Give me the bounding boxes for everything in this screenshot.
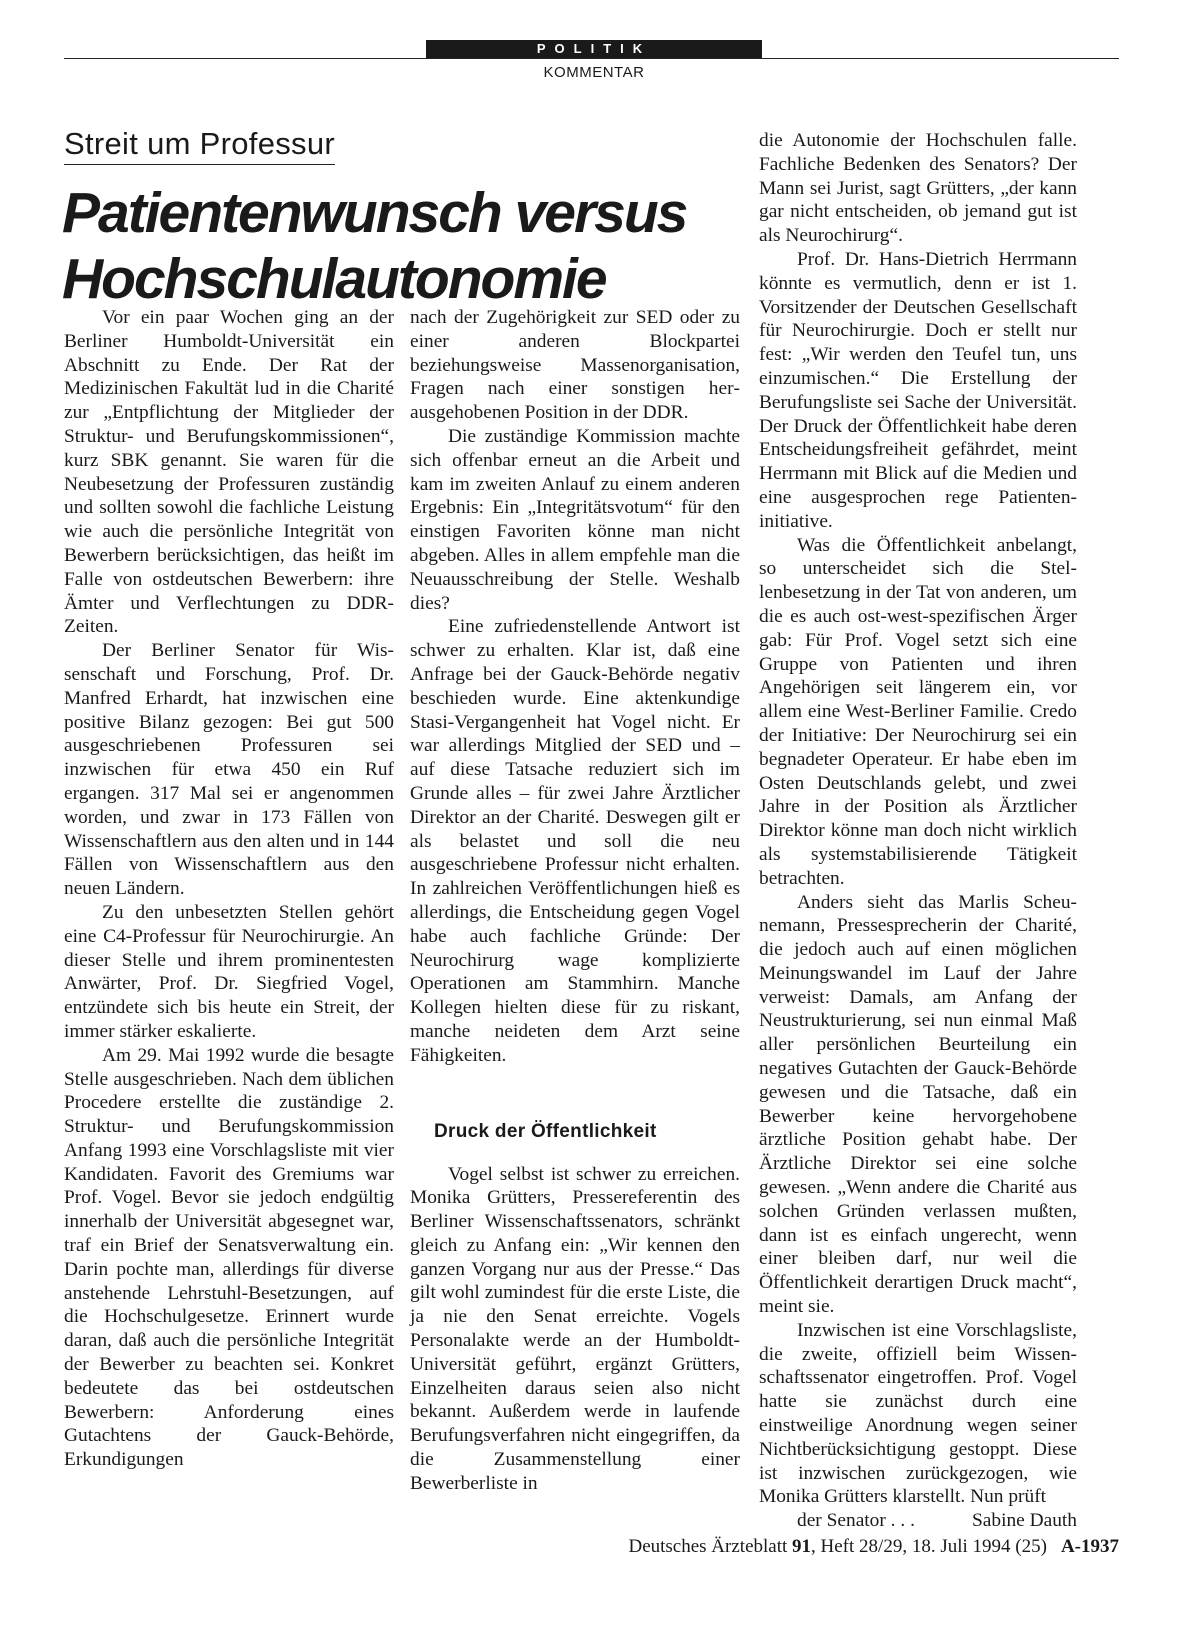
article-headline (62, 180, 762, 312)
header-rule (64, 58, 1119, 59)
paragraph: Der Berliner Senator für Wissenschaft und Forschung, Prof. Dr. Manfred Erhardt, hat inzwischen eine positive Bilanz gezogen: Bei gut 500 ausgeschriebenen Professuren sei inzwischen für etwa 450 ein Ruf ergangen. 317 Mal sei er angenommen worden, und zwar in 173 Fällen von Wissenschaftlern aus den alten und in 144 Fällen von Wissenschaftlern aus den neuen Ländern. (64, 640, 394, 900)
page-number: A-1937 (1060, 1536, 1119, 1557)
paragraph: Am 29. Mai 1992 wurde die besagte Stelle ausgeschrieben. Nach dem üblichen Procedere erstellte die zuständige 2. Struktur- und Berufungskommission Anfang 1993 eine Vorschlagsliste mit vier Kandidaten. Favorit des Gremiums war Prof. Vogel. Bevor sie jedoch endgültig innerhalb der Universität abgesegnet war, traf ein Brief der Senatsverwaltung ein. Darin pochte man, allerdings für diverse anstehende Lehrstuhl-Besetzungen, auf die Hochschulgesetze. Erinnert wurde daran, daß auch die persönliche Integrität der Bewerber zu beachten sei. Konkret bedeutete das bei ostdeutschen Bewerbern: Anforderung eines Gutachtens der Gauck-Behörde, Erkundigungen (64, 1044, 394, 1471)
article-kicker: Streit um Professur (64, 126, 335, 165)
journal-name: Deutsches Ärzteblatt (628, 1536, 788, 1557)
paragraph: Prof. Dr. Hans-Dietrich Herrmann könnte es vermutlich, denn er ist 1. Vorsitzender der Deutschen Gesellschaft für Neurochirurgie. Doch er stellt nur fest: „Wir werden den Teufel tun, uns einzumischen.“ Die Erstellung der Berufungsliste sei Sache der Universität. Der Druck der Öffentlichkeit habe deren Entscheidungsfreiheit gefährdet, meint Herrmann mit Blick auf die Medien und eine ausgesprochen rege Patienteninitiative. (759, 248, 1077, 532)
headline-line-2: Hochschulautonomie (62, 247, 606, 311)
journal-volume: 91 (792, 1536, 812, 1557)
article-column-1 (64, 306, 394, 1472)
subsection-label: KOMMENTAR (543, 64, 645, 81)
paragraph: Anders sieht das Marlis Scheunemann, Pressesprecherin der Charité, die jedoch auch auf einen möglichen Meinungswandel im Lauf der Jahre verweist: Damals, am Anfang der Neustrukturierung, sei nun einmal Maß aller persönlichen Beurteilung ein negatives Gutachten der Gauck-Behörde gewesen und die Tatsache, daß ein Bewerber keine hervorgehobene ärztliche Position gehabt habe. Der Ärztliche Direktor sei eine solche gewesen. „Wenn andere die Charité aus solchen Gründen verlassen mußten, dann ist es einfach ungerecht, wenn einer bleiben darf, nur weil die Öffentlichkeit derartigen Druck macht“, meint sie. (759, 891, 1077, 1318)
headline-line-1: Patientenwunsch versus (62, 181, 687, 245)
paragraph: Vogel selbst ist schwer zu erreichen. Monika Grütters, Pressereferentin des Berliner Wissenschaftssenators, schränkt gleich zu Anfang ein: „Wir kennen den ganzen Vorgang nur aus der Presse.“ Das gilt wohl zumindest für die erste Liste, die ja nie den Senat erreichte. Vogels Personalakte werde an der Humboldt-Universität geführt, ergänzt Grütters, Einzelheiten daraus seien also nicht bekannt. Außerdem werde in laufende Berufungsverfahren nicht eingegriffen, da die Zusammenstellung einer Bewerberliste in (410, 1163, 740, 1494)
paragraph: Vor ein paar Wochen ging an der Berliner Humboldt-Universität ein Abschnitt zu Ende. Der Rat der Medizinischen Fakultät lud in die Charité zur „Entpflichtung der Mitglieder der Struktur- und Berufungskommissionen“, kurz SBK genannt. Sie waren für die Neubesetzung der Professuren zuständig und sollten sowohl die fachliche Leistung wie auch die persönliche Integrität von Bewerbern berücksichtigen, das heißt im Falle von ostdeutschen Bewerbern: ihre Ämter und Verflechtungen zu DDR-Zeiten. (64, 307, 394, 638)
page-footer (628, 1536, 1119, 1558)
issue-info: , Heft 28/29, 18. Juli 1994 (25) (811, 1536, 1047, 1557)
paragraph: Die zuständige Kommission machte sich offenbar erneut an die Arbeit und kam im zweiten Anlauf zu einem anderen Ergebnis: Ein „Integritätsvotum“ für den einstigen Favoriten könne man nicht abgeben. Alles in allem empfehle man die Neuausschreibung der Stelle. Weshalb dies? (410, 425, 740, 614)
paragraph: Eine zufriedenstellende Antwort ist schwer zu erhalten. Klar ist, daß eine Anfrage bei der Gauck-Behörde negativ beschieden wurde. Eine aktenkundige Stasi-Vergangenheit hat Vogel nicht. Er war allerdings Mitglied der SED und – auf diese Tatsache reduziert sich im Grunde alles – für zwei Jahre Ärztlicher Direktor an der Charité. Deswegen gilt er als belastet und soll die neu ausgeschriebene Professur nicht erhalten. In zahlreichen Veröffentlichungen hieß es allerdings, die Entscheidung gegen Vogel habe auch fachliche Gründe: Der Neurochirurg wage komplizierte Operationen am Stammhirn. Manche Kollegen hielten diese für zu riskant, manche neideten dem Arzt seine Fähigkeiten. (410, 616, 740, 1066)
closing-line (759, 1509, 1077, 1533)
section-label: POLITIK (426, 40, 762, 58)
closing-text: der Senator . . . (797, 1510, 915, 1532)
paragraph: Inzwischen ist eine Vorschlagsliste, die zweite, offiziell beim Wissenschaftssenator eingetroffen. Prof. Vogel hatte sie zunächst durch eine einstweilige Anordnung wegen seiner Nichtberücksichtigung gestoppt. Diese ist inzwischen zurückgezogen, wie Monika Grütters klarstellt. Nun prüft (759, 1319, 1077, 1508)
article-column-2 (410, 306, 740, 1496)
paragraph: Zu den unbesetzten Stellen gehört eine C4-Professur für Neurochirurgie. An dieser Stelle und ihrem prominentesten Anwärter, Prof. Dr. Siegfried Vogel, entzündete sich bis heute ein Streit, der immer stärker eskalierte. (64, 901, 394, 1042)
article-column-3 (759, 129, 1077, 1533)
paragraph: Was die Öffentlichkeit anbelangt, so unterscheidet sich die Stellenbesetzung in der Tat von anderen, um die es auch ost-west-spezifischen Ärger gab: Für Prof. Vogel setzt sich eine Gruppe von Patienten und ihren Angehörigen seit längerem ein, vor allem eine West-Berliner Familie. Credo der Initiative: Der Neurochirurg sei ein begnadeter Operateur. Er habe eben im Osten Deutschlands gelebt, und zwei Jahre in der Position als Ärztlicher Direktor könne man doch nicht wirklich als systemstabilisierende Tätigkeit betrachten. (759, 534, 1077, 889)
paragraph: nach der Zugehörigkeit zur SED oder zu einer anderen Blockpartei beziehungsweise Massenorganisation, Fragen nach einer sonstigen herausgehobenen Position in der DDR. (410, 307, 740, 424)
section-subhead: Druck der Öffentlichkeit (434, 1120, 657, 1142)
author-name: Sabine Dauth (971, 1510, 1077, 1532)
paragraph: die Autonomie der Hochschulen falle. Fachliche Bedenken des Senators? Der Mann sei Jurist, sagt Grütters, „der kann gar nicht entscheiden, ob jemand gut ist als Neurochirurg“. (759, 130, 1077, 247)
